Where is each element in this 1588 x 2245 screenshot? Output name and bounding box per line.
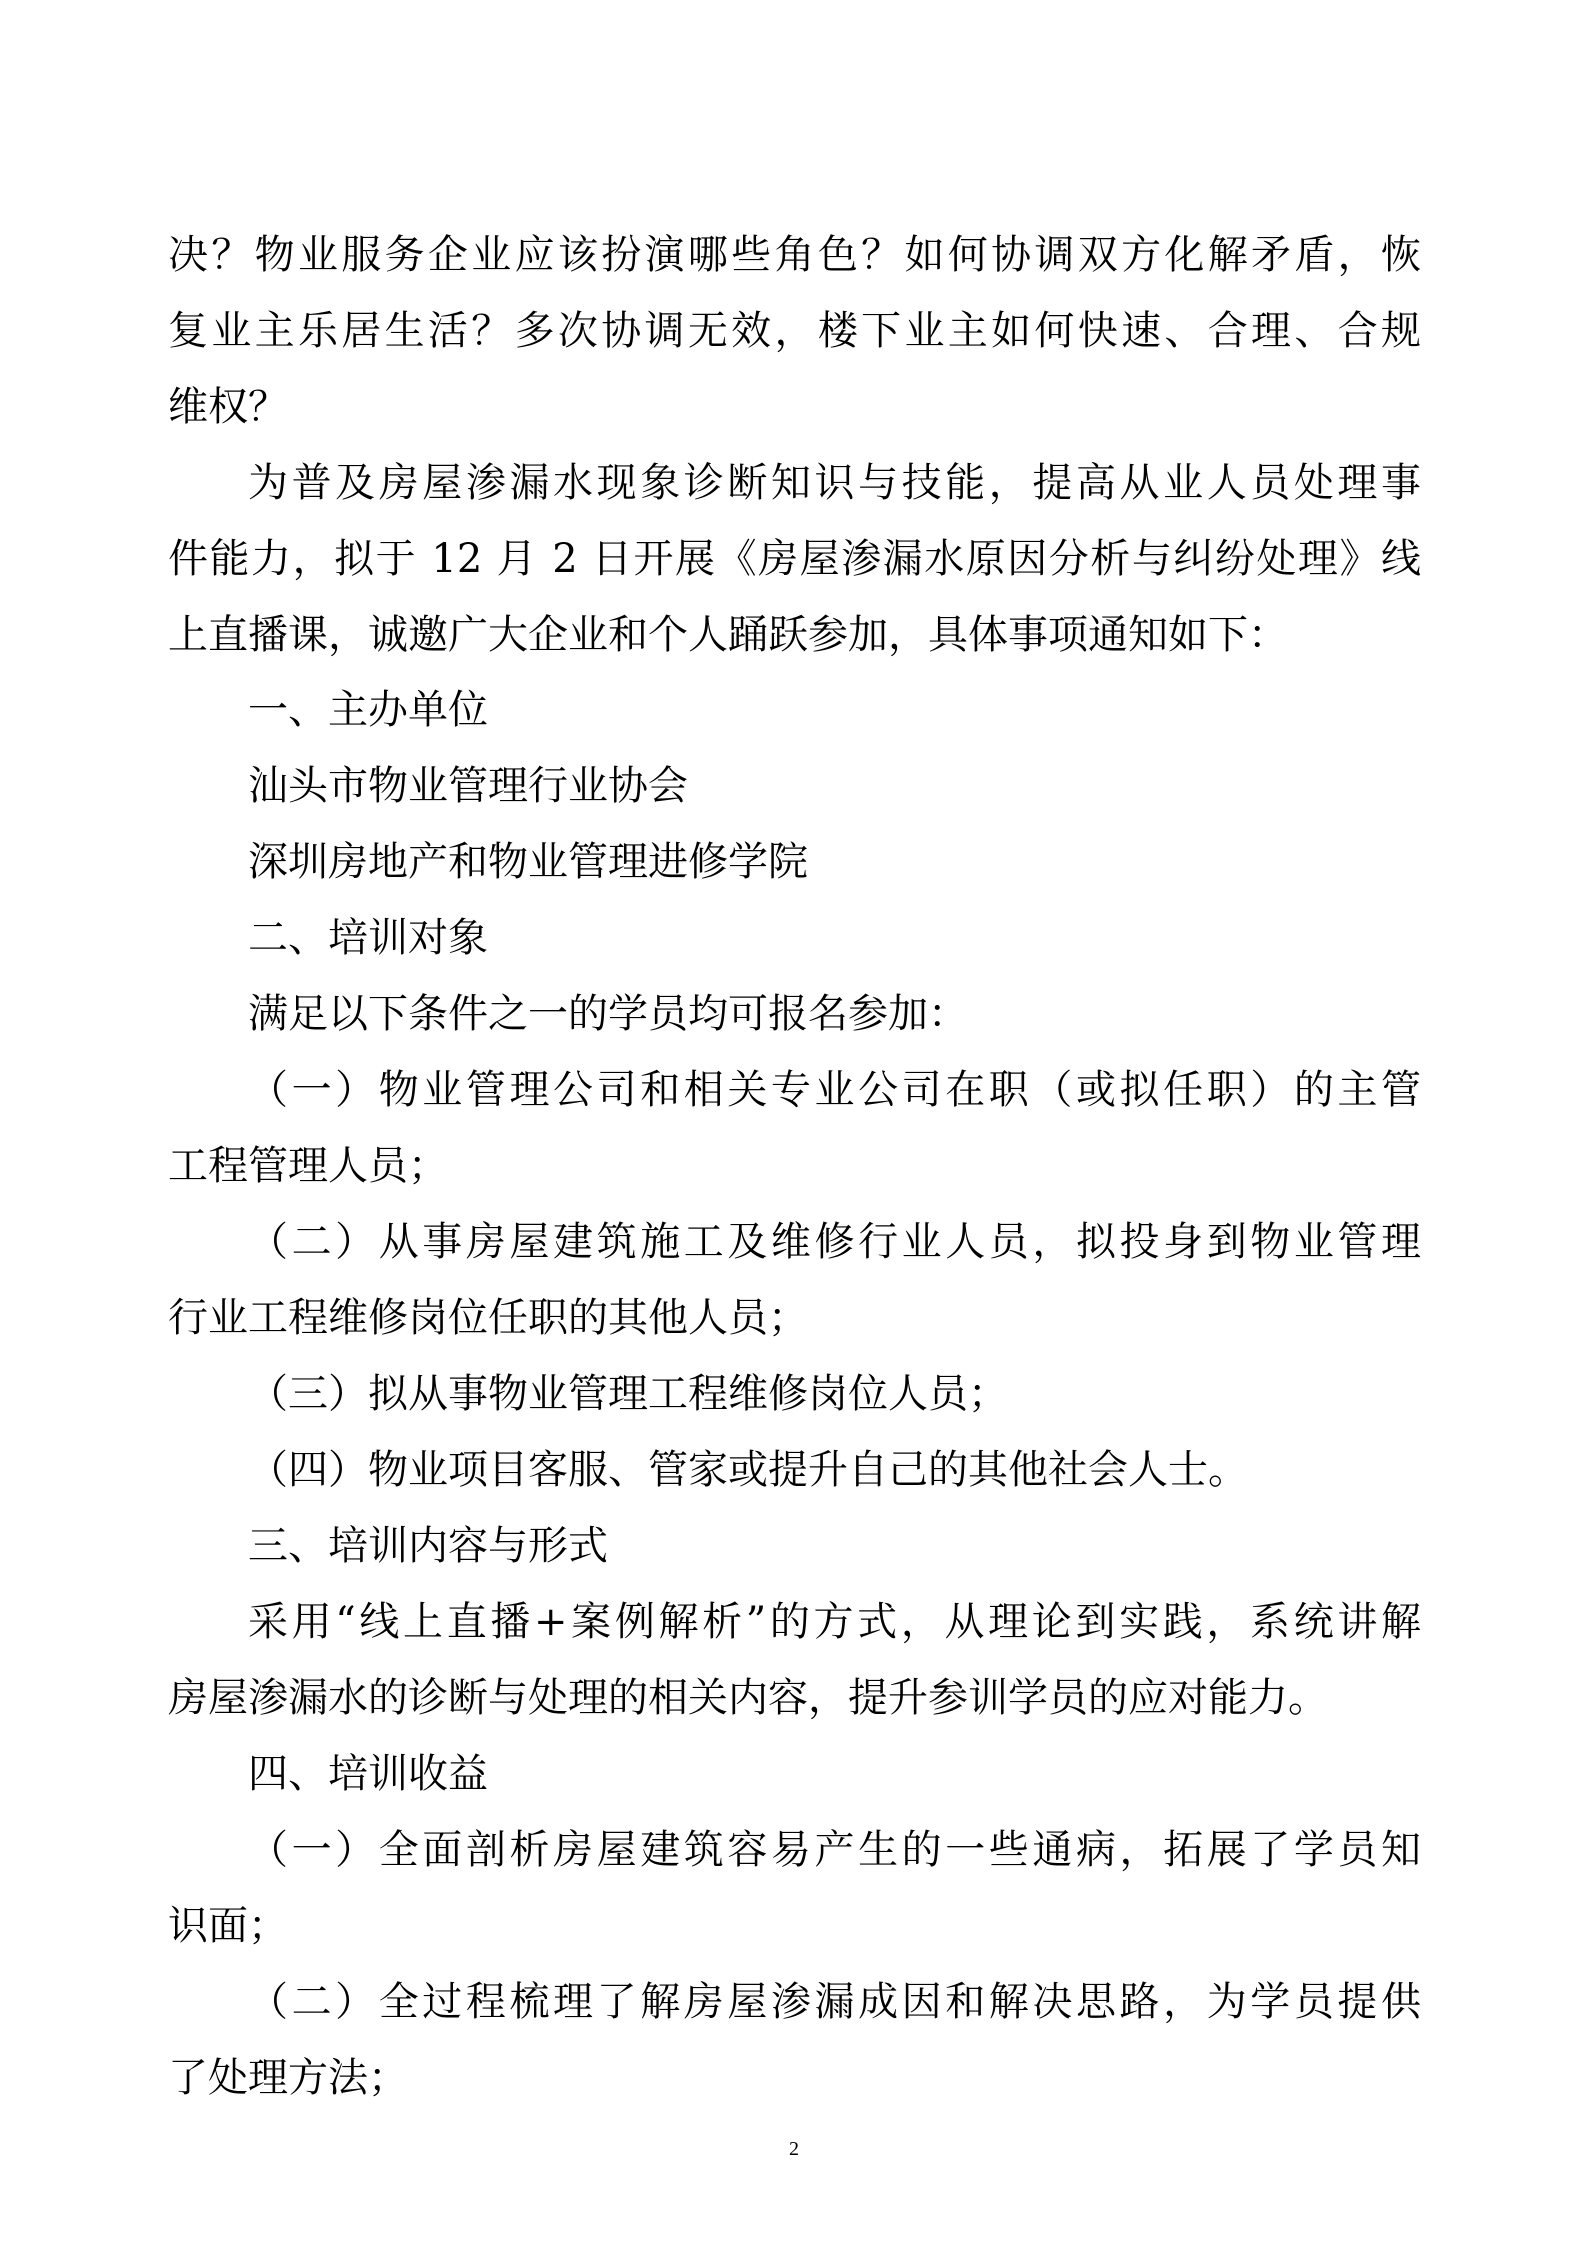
list-item-line: （三）拟从事物业管理工程维修岗位人员；	[248, 1371, 1008, 1417]
list-item-line: 行业工程维修岗位任职的其他人员；	[168, 1295, 808, 1341]
paragraph-line: 深圳房地产和物业管理进修学院	[248, 839, 808, 885]
paragraph-line: 采用“线上直播+案例解析”的方式，从理论到实践，系统讲解	[248, 1599, 1421, 1645]
list-item-line: （二）全过程梳理了解房屋渗漏成因和解决思路，为学员提供	[248, 1979, 1421, 2025]
section-heading: 四、培训收益	[248, 1751, 488, 1797]
list-item-line: （一）全面剖析房屋建筑容易产生的一些通病，拓展了学员知	[248, 1827, 1421, 1873]
list-item-line: 工程管理人员；	[168, 1143, 448, 1189]
paragraph-line: 维权？	[168, 384, 288, 430]
page-number: 2	[789, 2138, 799, 2160]
paragraph-line: 复业主乐居生活？多次协调无效，楼下业主如何快速、合理、合规	[168, 308, 1421, 354]
list-item-line: （四）物业项目客服、管家或提升自己的其他社会人士。	[248, 1447, 1248, 1493]
section-heading: 二、培训对象	[248, 915, 488, 961]
paragraph-line: 件能力，拟于 12 月 2 日开展《房屋渗漏水原因分析与纠纷处理》线	[168, 536, 1421, 582]
list-item-line: （二）从事房屋建筑施工及维修行业人员，拟投身到物业管理	[248, 1219, 1421, 1265]
paragraph-line: 上直播课，诚邀广大企业和个人踊跃参加，具体事项通知如下：	[168, 612, 1288, 658]
paragraph-line: 为普及房屋渗漏水现象诊断知识与技能，提高从业人员处理事	[248, 460, 1421, 506]
section-heading: 一、主办单位	[248, 687, 488, 733]
list-item-line: （一）物业管理公司和相关专业公司在职（或拟任职）的主管	[248, 1067, 1421, 1113]
list-item-line: 识面；	[168, 1903, 288, 1949]
section-heading: 三、培训内容与形式	[248, 1523, 608, 1569]
paragraph-line: 房屋渗漏水的诊断与处理的相关内容，提升参训学员的应对能力。	[168, 1675, 1328, 1721]
paragraph-line: 满足以下条件之一的学员均可报名参加：	[248, 991, 968, 1037]
paragraph-line: 决？物业服务企业应该扮演哪些角色？如何协调双方化解矛盾，恢	[168, 232, 1421, 278]
paragraph-line: 汕头市物业管理行业协会	[248, 763, 688, 809]
list-item-line: 了处理方法；	[168, 2055, 408, 2101]
